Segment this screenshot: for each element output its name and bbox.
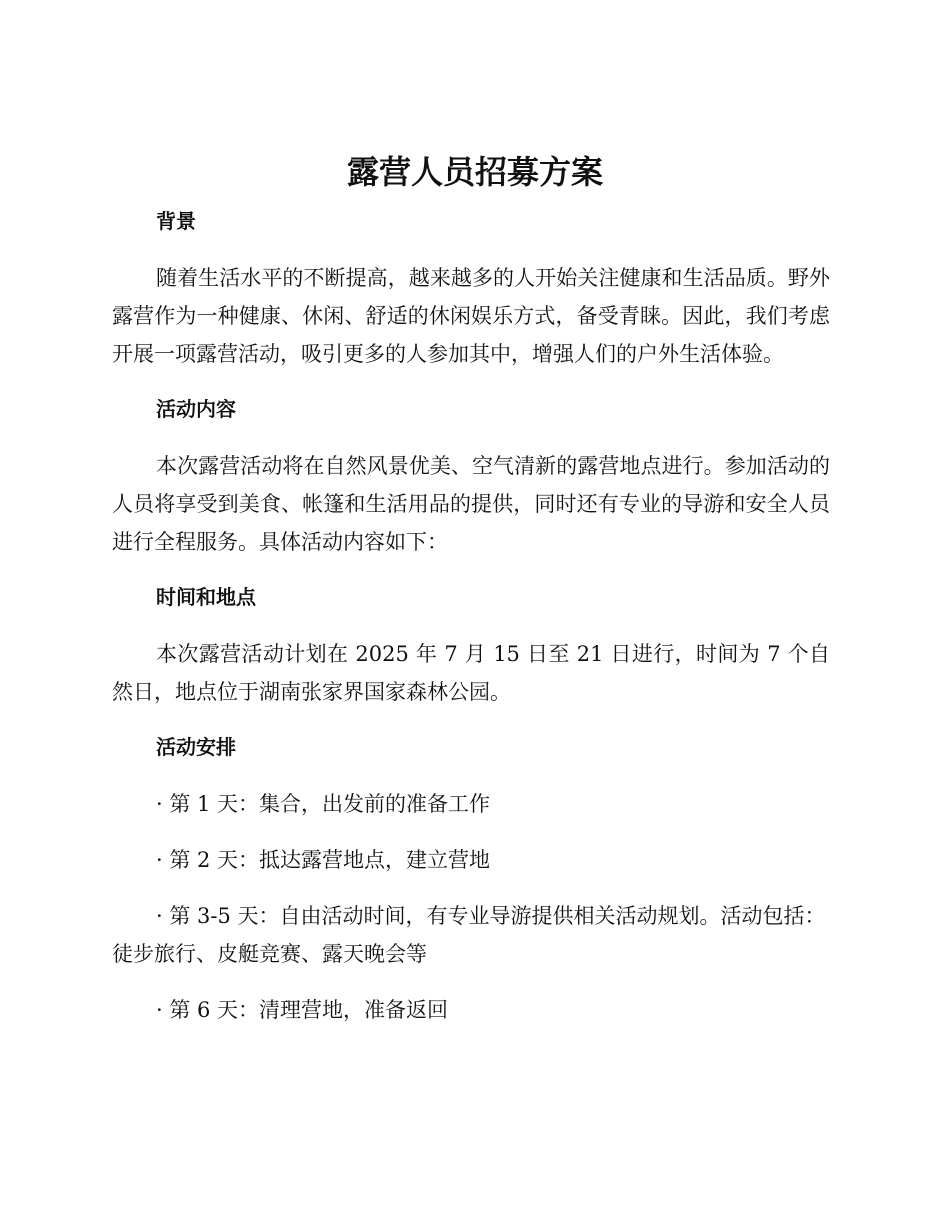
section-time-place bbox=[112, 579, 830, 711]
section-heading: 时间和地点 bbox=[156, 585, 256, 609]
list-item: · 第 2 天：抵达露营地点，建立营地 bbox=[156, 848, 491, 872]
section-paragraph: 随着生活水平的不断提高，越来越多的人开始关注健康和生活品质。野外露营作为一种健康、休闲、舒适的休闲娱乐方式，备受青睐。因此，我们考虑开展一项露营活动，吸引更多的人参加其中，增强人们的户外生活体验。 bbox=[112, 266, 830, 366]
section-heading: 活动内容 bbox=[156, 397, 236, 421]
list-item: · 第 3-5 天：自由活动时间，有专业导游提供相关活动规划。活动包括：徒步旅行、皮艇竞赛、露天晚会等 bbox=[112, 904, 826, 966]
section-paragraph: 本次露营活动将在自然风景优美、空气清新的露营地点进行。参加活动的人员将享受到美食、帐篷和生活用品的提供，同时还有专业的导游和安全人员进行全程服务。具体活动内容如下： bbox=[112, 454, 830, 554]
document-body bbox=[112, 203, 830, 1029]
section-paragraph: 本次露营活动计划在 2025 年 7 月 15 日至 21 日进行，时间为 7 个自然日，地点位于湖南张家界国家森林公园。 bbox=[112, 642, 830, 704]
section-heading: 活动安排 bbox=[156, 735, 236, 759]
section-schedule bbox=[112, 729, 830, 1029]
section-background bbox=[112, 203, 830, 373]
list-item: · 第 6 天：清理营地，准备返回 bbox=[156, 998, 449, 1022]
section-heading: 背景 bbox=[156, 209, 196, 233]
document-title: 露营人员招募方案 bbox=[346, 153, 603, 191]
list-item: · 第 1 天：集合，出发前的准备工作 bbox=[156, 792, 491, 816]
section-activity-content bbox=[112, 391, 830, 561]
